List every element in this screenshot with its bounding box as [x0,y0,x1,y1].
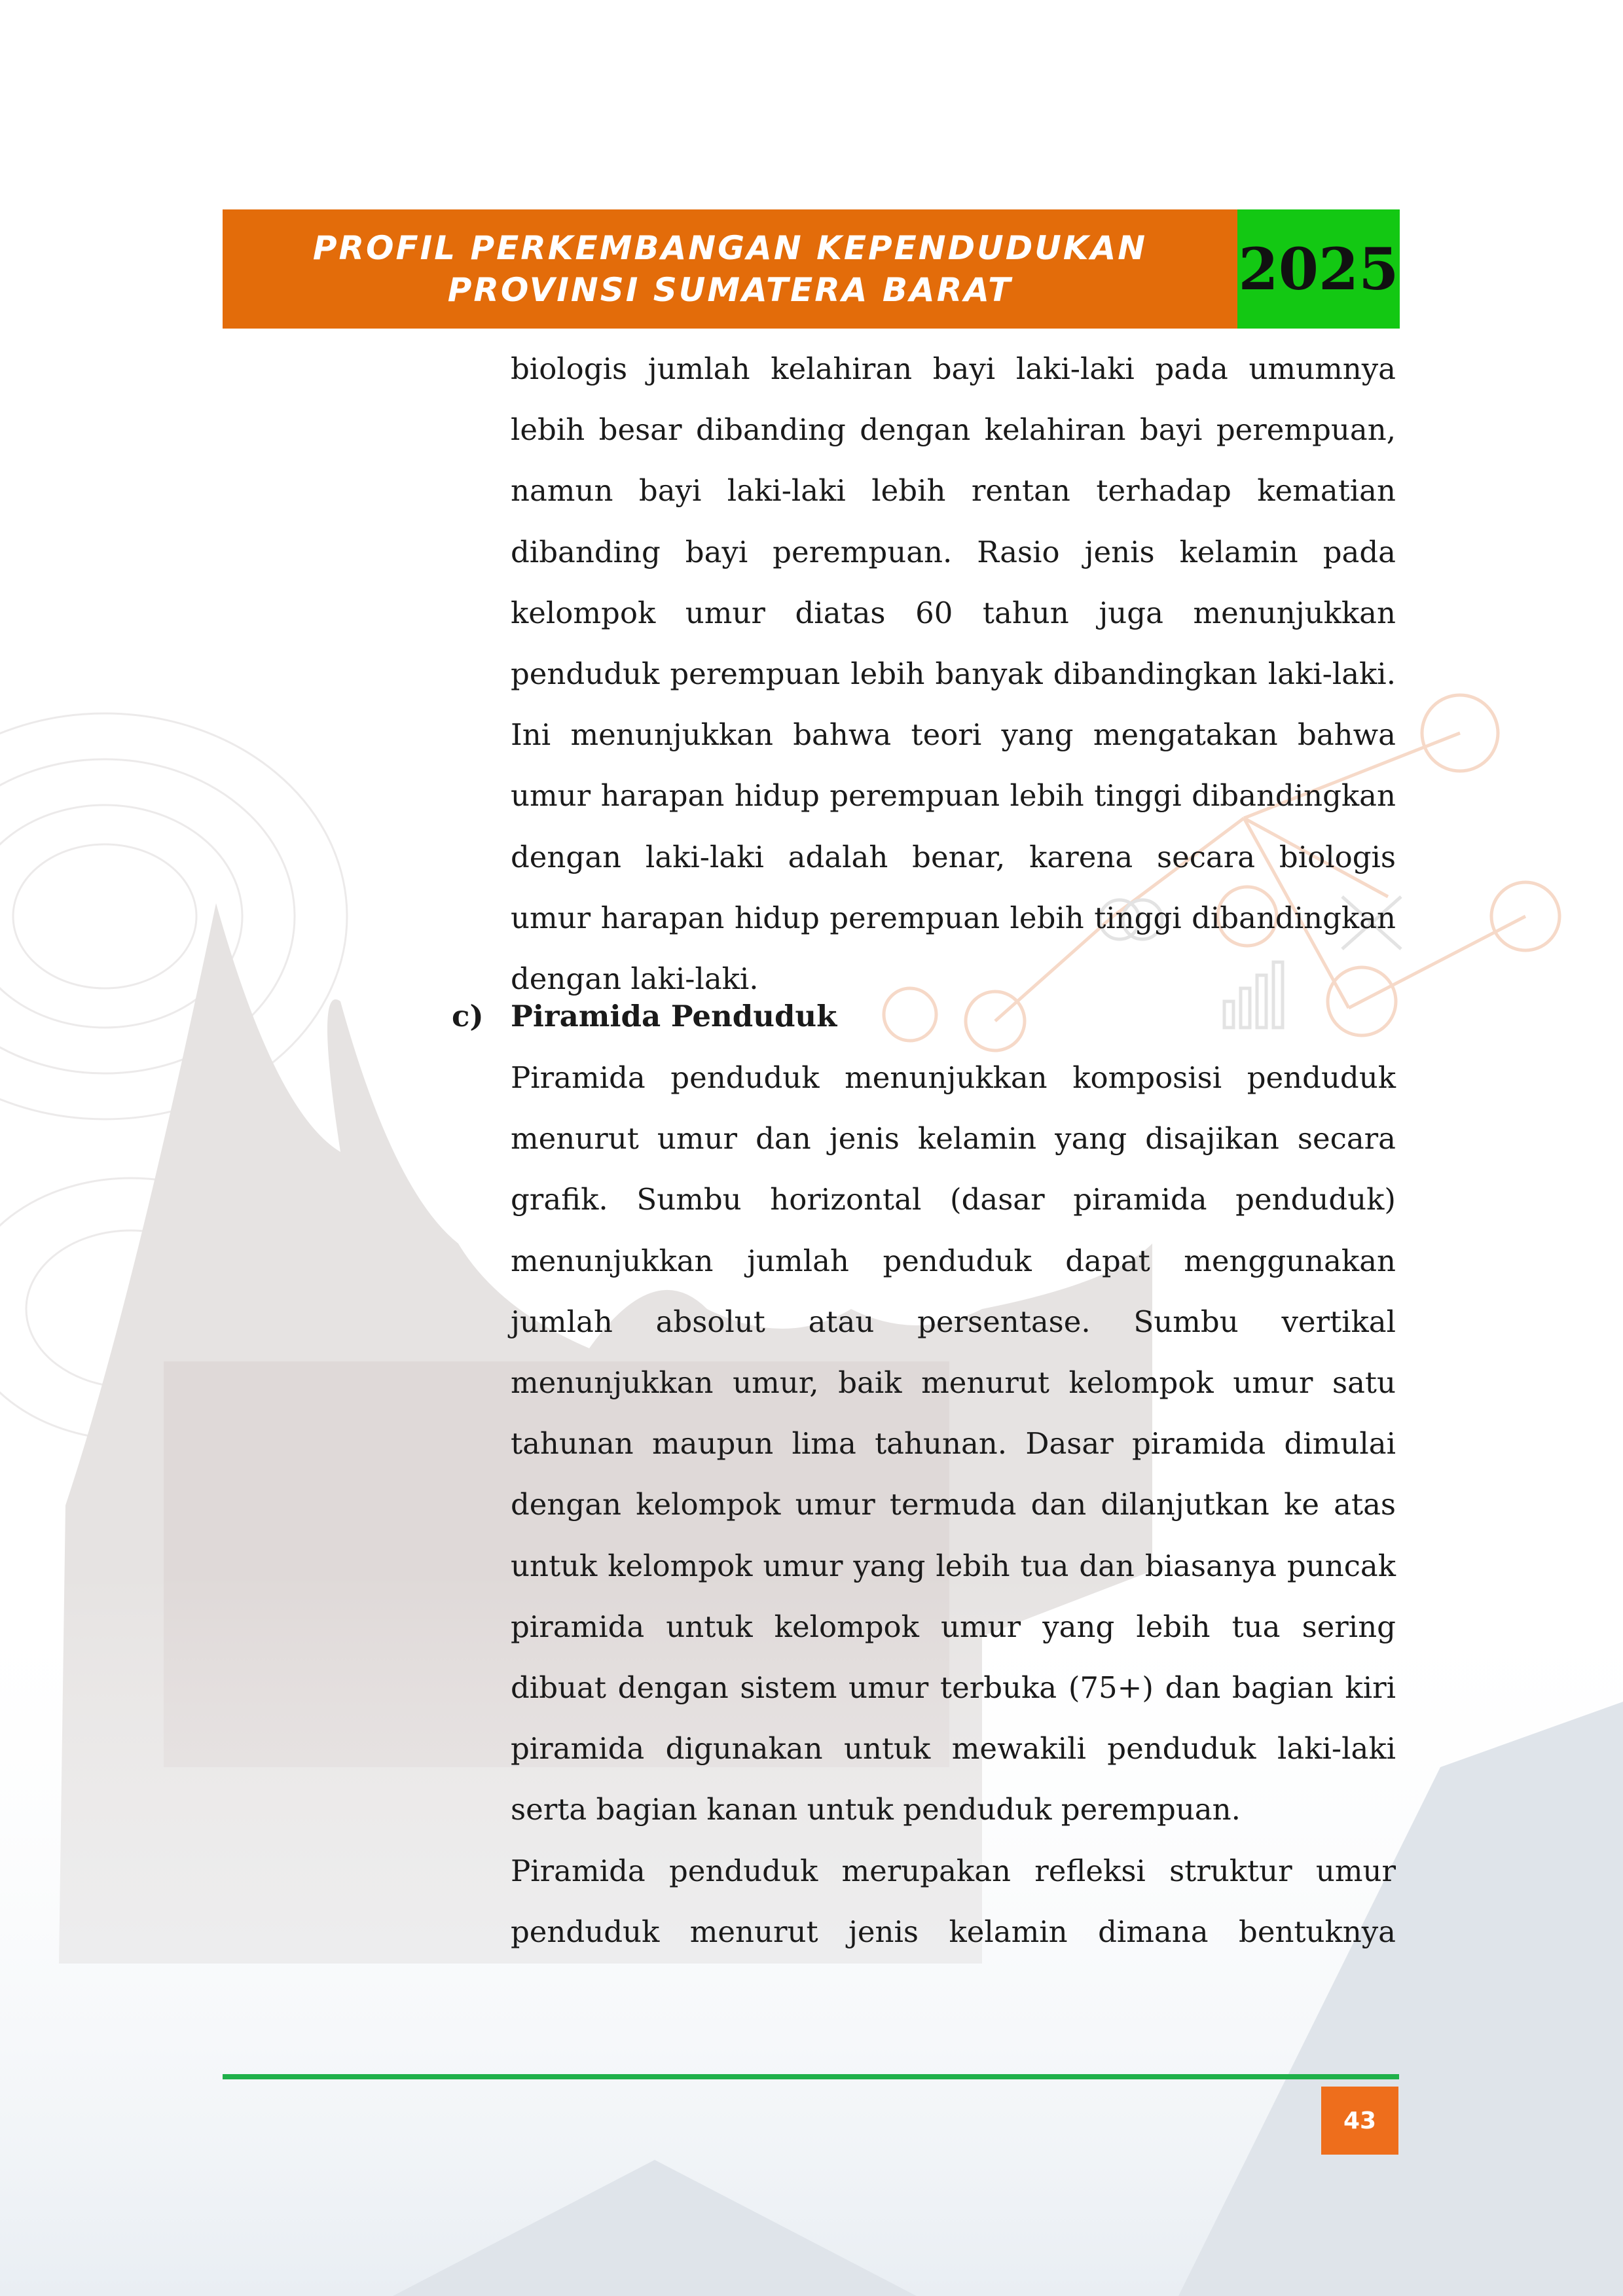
paragraph-block-2 [511,1047,1396,1962]
footer-rule [223,2074,1399,2079]
page-number-badge: 43 [1321,2087,1398,2155]
paragraph-2: Piramida penduduk menunjukkan komposisi penduduk menurut umur dan jenis kelamin yang disajikan secara grafik. Sumbu horizontal (dasar piramida penduduk) menunjukkan jumlah penduduk dapat menggunakan jumlah absolut atau persentase. Sumbu vertikal menunjukkan umur, baik menurut kelompok umur satu tahunan maupun lima tahunan. Dasar piramida dimulai dengan kelompok umur termuda dan dilanjutkan ke atas untuk kelompok umur yang lebih tua dan biasanya puncak piramida untuk kelompok umur yang lebih tua sering dibuat dengan sistem umur terbuka (75+) dan bagian kiri piramida digunakan untuk mewakili penduduk laki-laki serta bagian kanan untuk penduduk perempuan. [511,1060,1396,1827]
header-title-line-1: PROFIL PERKEMBANGAN KEPENDUDUKAN [312,229,1148,267]
header-year-badge: 2025 [1237,209,1400,329]
section-title: Piramida Penduduk [511,999,837,1033]
paragraph-3: Piramida penduduk merupakan refleksi struktur umur penduduk menurut jenis kelamin dimana bentuknya [511,1853,1396,1949]
paragraph-1: biologis jumlah kelahiran bayi laki-laki pada umumnya lebih besar dibanding dengan kelahiran bayi perempuan, namun bayi laki-laki lebih rentan terhadap kematian dibanding bayi perempuan. Rasio jenis kelamin pada kelompok umur diatas 60 tahun juga menunjukkan penduduk perempuan lebih banyak dibandingkan laki-laki. Ini menunjukkan bahwa teori yang mengatakan bahwa umur harapan hidup perempuan lebih tinggi dibandingkan dengan laki-laki adalah benar, karena secara biologis umur harapan hidup perempuan lebih tinggi dibandingkan dengan laki-laki. [511,351,1396,997]
header-title-line-2: PROVINSI SUMATERA BARAT [447,271,1013,309]
header-title-band [223,209,1237,329]
section-marker: c) [452,999,484,1033]
paragraph-block-1 [511,338,1396,1009]
